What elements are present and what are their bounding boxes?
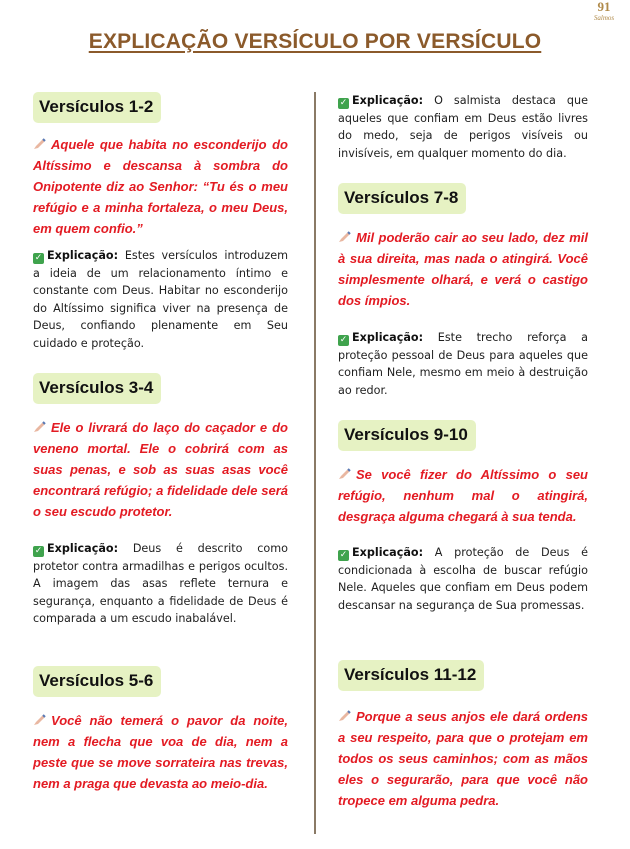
section-heading: Versículos 1-2 — [33, 92, 161, 123]
explanation-label: Explicação: — [47, 542, 119, 555]
explanation-label: Explicação: — [352, 94, 424, 107]
verse-text: Você não temerá o pavor da noite, nem a flecha que voa de dia, nem a peste que se move sorrateira nas trevas, nem a praga que devasta ao meio-dia. — [33, 713, 288, 791]
explanation-text: ✓ Explicação: Este trecho reforça a proteção pessoal de Deus para aqueles que confiam Nele, mesmo em meio à destruição ao redor. — [338, 331, 589, 397]
check-icon: ✓ — [339, 335, 348, 345]
writing-hand-icon — [338, 710, 352, 722]
section-verses-1-2 — [33, 92, 288, 123]
section-verses-3-4 — [33, 373, 288, 404]
writing-hand-icon — [33, 138, 47, 150]
writing-hand-icon — [338, 231, 352, 243]
section-heading: Versículos 7-8 — [338, 183, 466, 214]
section-verses-11-12 — [338, 660, 588, 691]
explanation-text: ✓ Explicação: Estes versículos introduzem a ideia de um relacionamento íntimo e constante com Deus. Habitar no esconderijo do Altíssimo significa viver na presença de Deus, confiando plenamente em Seu cuidado e proteção. — [33, 249, 288, 350]
verse-text: Ele o livrará do laço do caçador e do veneno mortal. Ele o cobrirá com as suas penas, e sob as suas asas você encontrará refúgio; a fidelidade dele será o seu escudo protetor. — [33, 420, 288, 519]
verse-text: Se você fizer do Altíssimo o seu refúgio, nenhum mal o atingirá, desgraça alguma chegará à sua tenda. — [338, 467, 588, 524]
explanation-text: ✓ Explicação: A proteção de Deus é condicionada à escolha de buscar refúgio Nele. Aqueles que confiam em Deus podem descansar na segurança de Sua promessas. — [338, 546, 588, 612]
explanation-label: Explicação: — [352, 546, 424, 559]
section-heading: Versículos 9-10 — [338, 420, 476, 451]
writing-hand-icon — [33, 714, 47, 726]
svg-text:Salmos: Salmos — [593, 14, 615, 22]
writing-hand-icon — [33, 421, 47, 433]
verse-text: Mil poderão cair ao seu lado, dez mil à sua direita, mas nada o atingirá. Você simplesmente olhará, e verá o castigo dos ímpios. — [338, 230, 588, 308]
section-verses-5-6 — [33, 666, 288, 697]
section-verses-9-10 — [338, 420, 588, 451]
check-icon: ✓ — [34, 546, 43, 556]
section-heading: Versículos 3-4 — [33, 373, 161, 404]
column-divider — [314, 92, 316, 834]
section-heading: Versículos 5-6 — [33, 666, 161, 697]
section-heading: Versículos 11-12 — [338, 660, 484, 691]
explanation-label: Explicação: — [47, 249, 119, 262]
explanation-label: Explicação: — [352, 331, 424, 344]
brand-logo — [584, 0, 624, 22]
page-title: EXPLICAÇÃO VERSÍCULO POR VERSÍCULO — [88, 30, 542, 53]
verse-text: Porque a seus anjos ele dará ordens a seu respeito, para que o protejam em todos os seus caminhos; com as mãos eles o segurarão, para que você não tropece em alguma pedra. — [338, 709, 588, 808]
verse-text: Aquele que habita no esconderijo do Altíssimo e descansa à sombra do Onipotente diz ao Senhor: “Tu és o meu refúgio e a minha fortaleza, o meu Deus, em quem confio.” — [33, 137, 288, 236]
explanation-text: ✓ Explicação: Deus é descrito como protetor contra armadilhas e perigos ocultos. A imagem das asas reflete ternura e segurança, enquanto a fidelidade de Deus é comparada a um escudo inabalável. — [33, 542, 288, 625]
writing-hand-icon — [338, 468, 352, 480]
section-verses-7-8 — [338, 183, 588, 214]
check-icon: ✓ — [339, 98, 348, 108]
explanation-text: ✓ Explicação: O salmista destaca que aqueles que confiam em Deus estão livres do medo, seja de perigos visíveis ou invisíveis, em qualquer momento do dia. — [338, 94, 588, 160]
svg-text:91: 91 — [597, 0, 611, 14]
check-icon: ✓ — [34, 253, 43, 263]
check-icon: ✓ — [339, 550, 348, 560]
